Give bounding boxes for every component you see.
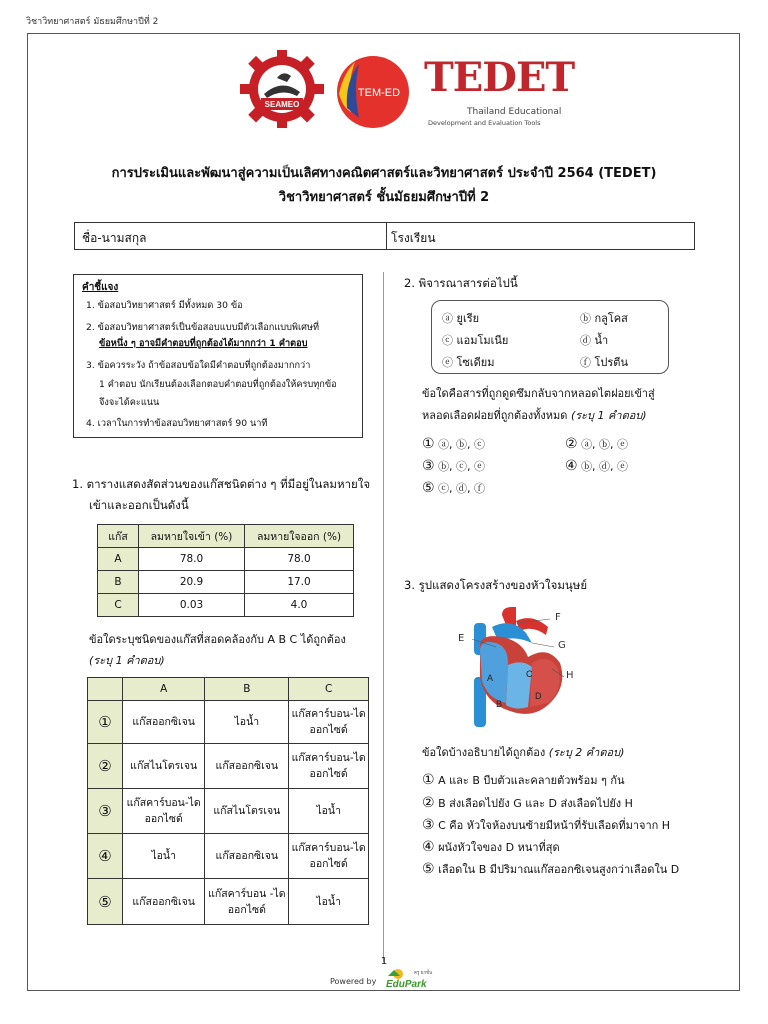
page-number: 1 (380, 956, 388, 967)
answer-cell: ไอน้ำ (205, 701, 289, 744)
answer-cell: แก๊สไนโตรเจน (205, 789, 289, 834)
substance-choice: ⓒ แอมโมเนีย (442, 334, 509, 347)
q2-hint: (ระบุ 1 คำตอบ) (570, 409, 647, 422)
heart-label: A (487, 673, 494, 683)
tedet-subtitle: Thailand Educational (467, 107, 562, 117)
q2-option[interactable]: ② ⓐ, ⓑ, ⓔ (565, 436, 629, 452)
gas-table-cell: 4.0 (245, 594, 354, 617)
gas-table-cell: A (98, 548, 139, 571)
temed-logo (333, 52, 413, 132)
answer-row[interactable] (88, 744, 369, 789)
gas-table-cell: B (98, 571, 139, 594)
answer-cell: แก๊สไนโตรเจน (123, 744, 205, 789)
edupark-text: EduPark (386, 979, 427, 990)
gas-table-cell: 17.0 (245, 571, 354, 594)
heart-label: G (558, 640, 566, 651)
seameo-text: SEAMEO (264, 100, 300, 109)
answer-cell: แก๊สคาร์บอน-ไดออกไซด์ (289, 834, 369, 879)
q2-text: 2. พิจารณาสารต่อไปนี้ (404, 276, 518, 290)
temed-text: TEM-ED (357, 87, 401, 99)
gas-table-cell: C (98, 594, 139, 617)
answer-cell: ไอน้ำ (289, 879, 369, 925)
gas-table-cell: 0.03 (139, 594, 245, 617)
heart-diagram (462, 607, 584, 731)
q1-answer-table (87, 677, 369, 925)
heart-label: H (566, 670, 574, 681)
exam-subtitle: วิชาวิทยาศาสตร์ ชั้นมัธยมศึกษาปีที่ 2 (278, 190, 490, 205)
answer-cell: แก๊สคาร์บอน -ไดออกไซด์ (205, 879, 289, 925)
q2-option[interactable]: ① ⓐ, ⓑ, ⓒ (422, 436, 486, 452)
q2-option[interactable]: ④ ⓑ, ⓓ, ⓔ (565, 458, 629, 474)
q3-option[interactable]: ① A และ B บีบตัวและคลายตัวพร้อม ๆ กัน (422, 772, 625, 788)
q1-text: 1. ตารางแสดงสัดส่วนของแก๊สชนิดต่าง ๆ ที่มีอยู่ในลมหายใจ (72, 477, 371, 491)
gas-table-header: แก๊ส (98, 525, 139, 548)
heart-label: E (458, 633, 465, 644)
q1-hint: (ระบุ 1 คำตอบ) (89, 654, 165, 667)
instruction-line: 1 คำตอบ นักเรียนต้องเลือกตอบคำตอบที่ถูกต้องให้ครบทุกข้อ (99, 379, 337, 390)
school-field-label: โรงเรียน (391, 231, 436, 245)
answer-row[interactable] (88, 789, 369, 834)
name-school-box (74, 222, 695, 250)
edupark-logo (384, 966, 440, 990)
answer-number[interactable]: ① (88, 701, 123, 744)
answer-row[interactable] (88, 879, 369, 925)
heart-label: F (555, 612, 561, 623)
answer-number[interactable]: ③ (88, 789, 123, 834)
answer-cell: แก๊สคาร์บอน-ไดออกไซด์ (289, 744, 369, 789)
q1-text-cont: เข้าและออกเป็นดังนี้ (89, 498, 189, 512)
instructions-title: คำชี้แจง (82, 282, 119, 293)
heart-label: B (496, 699, 503, 709)
answer-table-corner (88, 678, 123, 701)
answer-row[interactable] (88, 834, 369, 879)
answer-table-header: A (123, 678, 205, 701)
q3-option[interactable]: ③ C คือ หัวใจห้องบนซ้ายมีหน้าที่รับเลือดที่มาจาก H (422, 817, 671, 833)
substance-choice: ⓔ โซเดียม (442, 356, 495, 369)
substance-choice: ⓐ ยูเรีย (442, 312, 480, 325)
name-field-label: ชื่อ-นามสกุล (82, 231, 147, 245)
powered-by-text: Powered by (330, 977, 377, 986)
header-note: วิชาวิทยาศาสตร์ มัธยมศึกษาปีที่ 2 (26, 17, 159, 27)
gas-table-header: ลมหายใจออก (%) (245, 525, 354, 548)
q2-question-cont: หลอดเลือดฝอยที่ถูกต้องทั้งหมด (ระบุ 1 คำตอบ) (422, 409, 647, 422)
answer-number[interactable]: ④ (88, 834, 123, 879)
answer-cell: แก๊สออกซิเจน (123, 879, 205, 925)
q3-option[interactable]: ⑤ เลือดใน B มีปริมาณแก๊สออกซิเจนสูงกว่าเลือดใน D (422, 861, 680, 877)
instruction-line: จึงจะได้คะแนน (99, 397, 160, 408)
answer-table-header: B (205, 678, 289, 701)
q3-question: ข้อใดบ้างอธิบายได้ถูกต้อง (ระบุ 2 คำตอบ) (422, 746, 625, 759)
answer-table-header: C (289, 678, 369, 701)
heart-label: D (535, 691, 542, 701)
q3-hint: (ระบุ 2 คำตอบ) (548, 746, 625, 759)
instruction-line: 1. ข้อสอบวิทยาศาสตร์ มีทั้งหมด 30 ข้อ (86, 300, 243, 311)
q1-question: ข้อใดระบุชนิดของแก๊สที่สอดคล้องกับ A B C ได้ถูกต้อง (89, 633, 346, 646)
substance-choice: ⓓ น้ำ (580, 334, 609, 347)
q2-option[interactable]: ③ ⓑ, ⓒ, ⓔ (422, 458, 486, 474)
instruction-line: 3. ข้อควรระวัง ถ้าข้อสอบข้อใดมีคำตอบที่ถูกต้องมากกว่า (86, 360, 311, 371)
instruction-line: 2. ข้อสอบวิทยาศาสตร์เป็นข้อสอบแบบมีตัวเลือกแบบพิเศษที่ (86, 322, 320, 333)
gas-table-header: ลมหายใจเข้า (%) (139, 525, 245, 548)
q2-question: ข้อใดคือสารที่ถูกดูดซึมกลับจากหลอดไตฝอยเข้าสู่ (422, 387, 655, 400)
q3-text: 3. รูปแสดงโครงสร้างของหัวใจมนุษย์ (404, 578, 588, 592)
answer-cell: แก๊สคาร์บอน-ไดออกไซด์ (289, 701, 369, 744)
gas-table-cell: 20.9 (139, 571, 245, 594)
q2-option[interactable]: ⑤ ⓒ, ⓓ, ⓕ (422, 480, 486, 496)
exam-title: การประเมินและพัฒนาสู่ความเป็นเลิศทางคณิตศาสตร์และวิทยาศาสตร์ ประจำปี 2564 (TEDET) (111, 166, 657, 181)
answer-cell: แก๊สคาร์บอน-ไดออกไซด์ (123, 789, 205, 834)
instruction-line-emphasis: ข้อหนึ่ง ๆ อาจมีคำตอบที่ถูกต้องได้มากกว่า 1 คำตอบ (99, 338, 308, 349)
seameo-logo (237, 48, 327, 130)
answer-cell: แก๊สออกซิเจน (205, 744, 289, 789)
answer-row[interactable] (88, 701, 369, 744)
substance-choice: ⓑ กลูโคส (580, 312, 628, 325)
tedet-wordmark: TEDET (424, 54, 575, 101)
answer-cell: ไอน้ำ (123, 834, 205, 879)
tedet-subtitle-small: Development and Evaluation Tools (428, 119, 541, 127)
substance-choice: ⓕ โปรตีน (580, 356, 628, 369)
gas-table-cell: 78.0 (139, 548, 245, 571)
instruction-line: 4. เวลาในการทำข้อสอบวิทยาศาสตร์ 90 นาที (86, 418, 268, 429)
answer-cell: ไอน้ำ (289, 789, 369, 834)
edupark-small-text: ครู ยกชั้น (414, 970, 433, 975)
answer-cell: แก๊สออกซิเจน (205, 834, 289, 879)
answer-number[interactable]: ⑤ (88, 879, 123, 925)
heart-label: C (526, 669, 533, 679)
gas-table-cell: 78.0 (245, 548, 354, 571)
answer-number[interactable]: ② (88, 744, 123, 789)
q3-option[interactable]: ② B ส่งเลือดไปยัง G และ D ส่งเลือดไปยัง H (422, 795, 633, 811)
answer-cell: แก๊สออกซิเจน (123, 701, 205, 744)
column-divider (383, 272, 384, 962)
q3-option[interactable]: ④ ผนังหัวใจของ D หนาที่สุด (422, 839, 560, 855)
gas-table (97, 524, 354, 617)
